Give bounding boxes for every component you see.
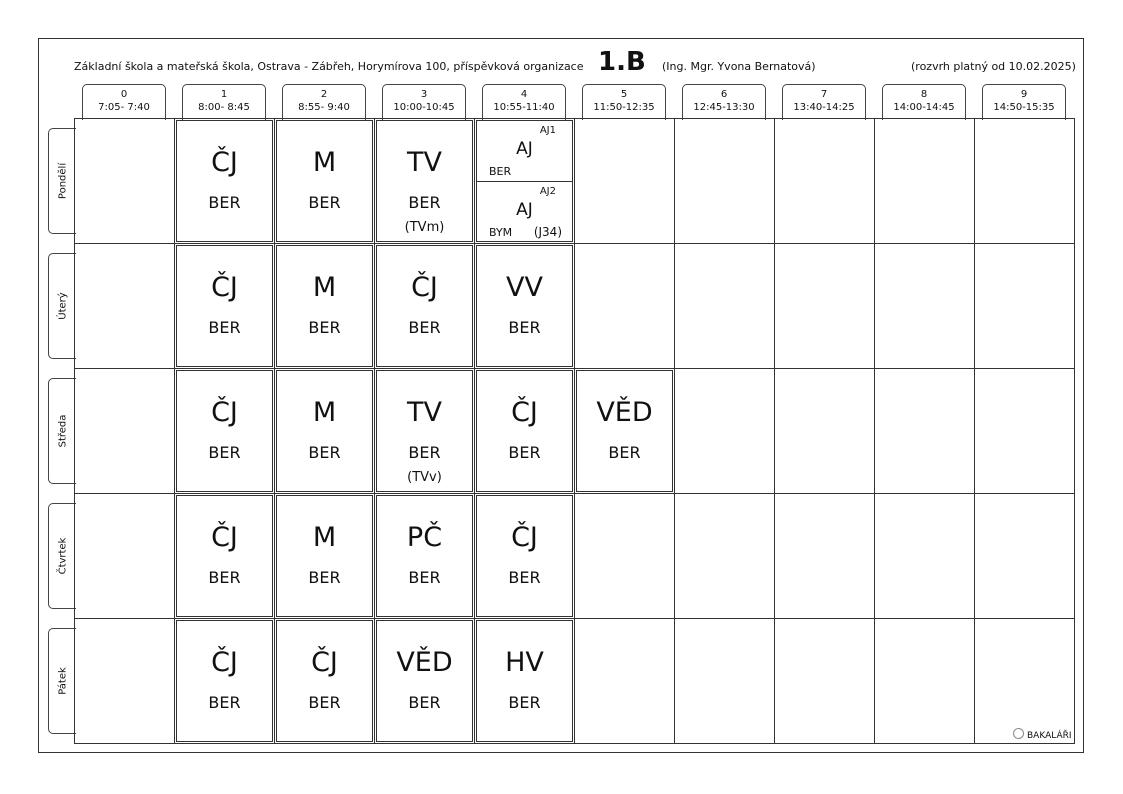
bakalari-logo-icon bbox=[1013, 728, 1024, 739]
lesson-cell[interactable] bbox=[376, 245, 473, 367]
period-tab-1 bbox=[182, 84, 266, 120]
period-time: 13:40-14:25 bbox=[793, 102, 855, 113]
day-tab-wednesday bbox=[48, 378, 76, 484]
period-tab-2 bbox=[282, 84, 366, 120]
period-tab-8 bbox=[882, 84, 966, 120]
lesson-cell[interactable] bbox=[276, 245, 373, 367]
lesson-room: (J34) bbox=[533, 225, 562, 239]
grid-divider bbox=[974, 118, 975, 744]
period-number: 4 bbox=[520, 89, 528, 100]
lesson-teacher: BER bbox=[208, 693, 241, 712]
lesson-subject: VĚD bbox=[396, 647, 453, 678]
lesson-subject: HV bbox=[505, 647, 544, 678]
lesson-cell[interactable] bbox=[476, 620, 573, 742]
lesson-cell[interactable] bbox=[376, 370, 473, 492]
lesson-teacher: BER bbox=[508, 443, 541, 462]
day-label: Čtvrtek bbox=[57, 537, 68, 575]
day-tab-monday bbox=[48, 128, 76, 234]
lesson-cell[interactable] bbox=[176, 620, 273, 742]
period-time: 8:00- 8:45 bbox=[198, 102, 250, 113]
grid-divider bbox=[74, 368, 1075, 369]
lesson-teacher: BER bbox=[608, 443, 641, 462]
period-time: 10:00-10:45 bbox=[393, 102, 455, 113]
lesson-teacher: BER bbox=[308, 693, 341, 712]
lesson-teacher: BER bbox=[308, 443, 341, 462]
lesson-teacher: BER bbox=[308, 568, 341, 587]
lesson-cell[interactable] bbox=[576, 370, 673, 492]
period-number: 8 bbox=[920, 89, 928, 100]
lesson-cell[interactable] bbox=[276, 620, 373, 742]
lesson-subject: ČJ bbox=[211, 397, 238, 428]
period-tab-7 bbox=[782, 84, 866, 120]
period-time: 11:50-12:35 bbox=[593, 102, 655, 113]
lesson-subject: ČJ bbox=[511, 397, 538, 428]
period-tab-3 bbox=[382, 84, 466, 120]
period-tab-5 bbox=[582, 84, 666, 120]
class-name: 1.B bbox=[598, 47, 646, 77]
lesson-room: (TVv) bbox=[407, 470, 442, 485]
lesson-teacher: BER bbox=[408, 318, 441, 337]
day-tab-tuesday bbox=[48, 253, 76, 359]
period-number: 3 bbox=[420, 89, 428, 100]
lesson-subject: PČ bbox=[406, 522, 443, 553]
period-number: 5 bbox=[620, 89, 628, 100]
grid-divider bbox=[774, 118, 775, 744]
period-tab-6 bbox=[682, 84, 766, 120]
lesson-teacher: BER bbox=[308, 193, 341, 212]
period-time: 8:55- 9:40 bbox=[298, 102, 350, 113]
lesson-teacher: BER bbox=[208, 443, 241, 462]
lesson-cell[interactable] bbox=[376, 120, 473, 242]
period-time: 14:00-14:45 bbox=[893, 102, 955, 113]
grid-divider bbox=[374, 118, 375, 744]
lesson-cell[interactable] bbox=[276, 495, 373, 617]
lesson-subject: M bbox=[312, 272, 337, 303]
group-label: AJ1 bbox=[539, 125, 556, 136]
lesson-subject: AJ bbox=[516, 139, 533, 159]
lesson-cell[interactable] bbox=[176, 120, 273, 242]
grid-divider bbox=[274, 118, 275, 744]
lesson-room: (TVm) bbox=[404, 220, 445, 235]
lesson-cell[interactable] bbox=[476, 495, 573, 617]
period-number: 9 bbox=[1020, 89, 1028, 100]
period-time: 14:50-15:35 bbox=[993, 102, 1055, 113]
lesson-teacher: BER bbox=[208, 318, 241, 337]
lesson-teacher: BER bbox=[408, 443, 441, 462]
period-time: 12:45-13:30 bbox=[693, 102, 755, 113]
lesson-subject: ČJ bbox=[211, 272, 238, 303]
lesson-subject: ČJ bbox=[311, 647, 338, 678]
group-lesson[interactable] bbox=[477, 182, 572, 242]
lesson-teacher: BER bbox=[508, 318, 541, 337]
group-lesson[interactable] bbox=[477, 121, 572, 182]
lesson-cell[interactable] bbox=[176, 370, 273, 492]
class-teacher: (Ing. Mgr. Yvona Bernatová) bbox=[662, 60, 816, 73]
lesson-subject: TV bbox=[407, 397, 442, 428]
day-tab-friday bbox=[48, 628, 76, 734]
period-number: 7 bbox=[820, 89, 828, 100]
lesson-subject: AJ bbox=[516, 200, 533, 220]
lesson-subject: M bbox=[312, 522, 337, 553]
grid-divider bbox=[74, 243, 1075, 244]
period-number: 0 bbox=[120, 89, 128, 100]
lesson-teacher: BER bbox=[408, 193, 441, 212]
lesson-cell[interactable] bbox=[176, 245, 273, 367]
lesson-subject: VV bbox=[506, 272, 543, 303]
valid-from: (rozvrh platný od 10.02.2025) bbox=[911, 60, 1076, 73]
period-number: 1 bbox=[220, 89, 228, 100]
lesson-cell[interactable] bbox=[476, 245, 573, 367]
lesson-subject: ČJ bbox=[411, 272, 438, 303]
lesson-cell[interactable] bbox=[276, 120, 373, 242]
day-label: Pátek bbox=[57, 667, 68, 695]
lesson-cell[interactable] bbox=[476, 370, 573, 492]
day-label: Středa bbox=[57, 414, 68, 448]
period-number: 2 bbox=[320, 89, 328, 100]
lesson-subject: ČJ bbox=[511, 522, 538, 553]
lesson-subject: ČJ bbox=[211, 647, 238, 678]
lesson-teacher: BER bbox=[508, 693, 541, 712]
period-number: 6 bbox=[720, 89, 728, 100]
day-label: Úterý bbox=[57, 292, 68, 320]
period-tab-9 bbox=[982, 84, 1066, 120]
lesson-teacher: BYM bbox=[489, 226, 513, 239]
lesson-teacher: BER bbox=[208, 568, 241, 587]
group-label: AJ2 bbox=[539, 186, 556, 197]
lesson-teacher: BER bbox=[508, 568, 541, 587]
lesson-cell[interactable] bbox=[176, 495, 273, 617]
period-time: 7:05- 7:40 bbox=[98, 102, 150, 113]
period-tab-4 bbox=[482, 84, 566, 120]
lesson-subject: VĚD bbox=[596, 397, 653, 428]
day-label: Pondělí bbox=[57, 162, 68, 200]
lesson-cell[interactable] bbox=[376, 495, 473, 617]
day-tab-thursday bbox=[48, 503, 76, 609]
lesson-teacher: BER bbox=[408, 568, 441, 587]
school-name: Základní škola a mateřská škola, Ostrava - Zábřeh, Horymírova 100, příspěvková organizace bbox=[74, 60, 584, 73]
lesson-subject: TV bbox=[407, 147, 442, 178]
grid-divider bbox=[874, 118, 875, 744]
lesson-teacher: BER bbox=[208, 193, 241, 212]
split-lesson-cell[interactable] bbox=[476, 120, 573, 242]
lesson-subject: M bbox=[312, 397, 337, 428]
brand-logo bbox=[1013, 728, 1072, 741]
lesson-teacher: BER bbox=[408, 693, 441, 712]
grid-divider bbox=[74, 618, 1075, 619]
lesson-subject: ČJ bbox=[211, 147, 238, 178]
period-tab-0 bbox=[82, 84, 166, 120]
lesson-teacher: BER bbox=[489, 165, 512, 178]
lesson-subject: ČJ bbox=[211, 522, 238, 553]
grid-divider bbox=[74, 493, 1075, 494]
period-time: 10:55-11:40 bbox=[493, 102, 555, 113]
grid-divider bbox=[674, 118, 675, 744]
grid-divider bbox=[174, 118, 175, 744]
lesson-cell[interactable] bbox=[376, 620, 473, 742]
grid-divider bbox=[474, 118, 475, 744]
brand-name: BAKALÁŘI bbox=[1027, 731, 1072, 741]
lesson-cell[interactable] bbox=[276, 370, 373, 492]
lesson-subject: M bbox=[312, 147, 337, 178]
grid-divider bbox=[574, 118, 575, 744]
lesson-teacher: BER bbox=[308, 318, 341, 337]
